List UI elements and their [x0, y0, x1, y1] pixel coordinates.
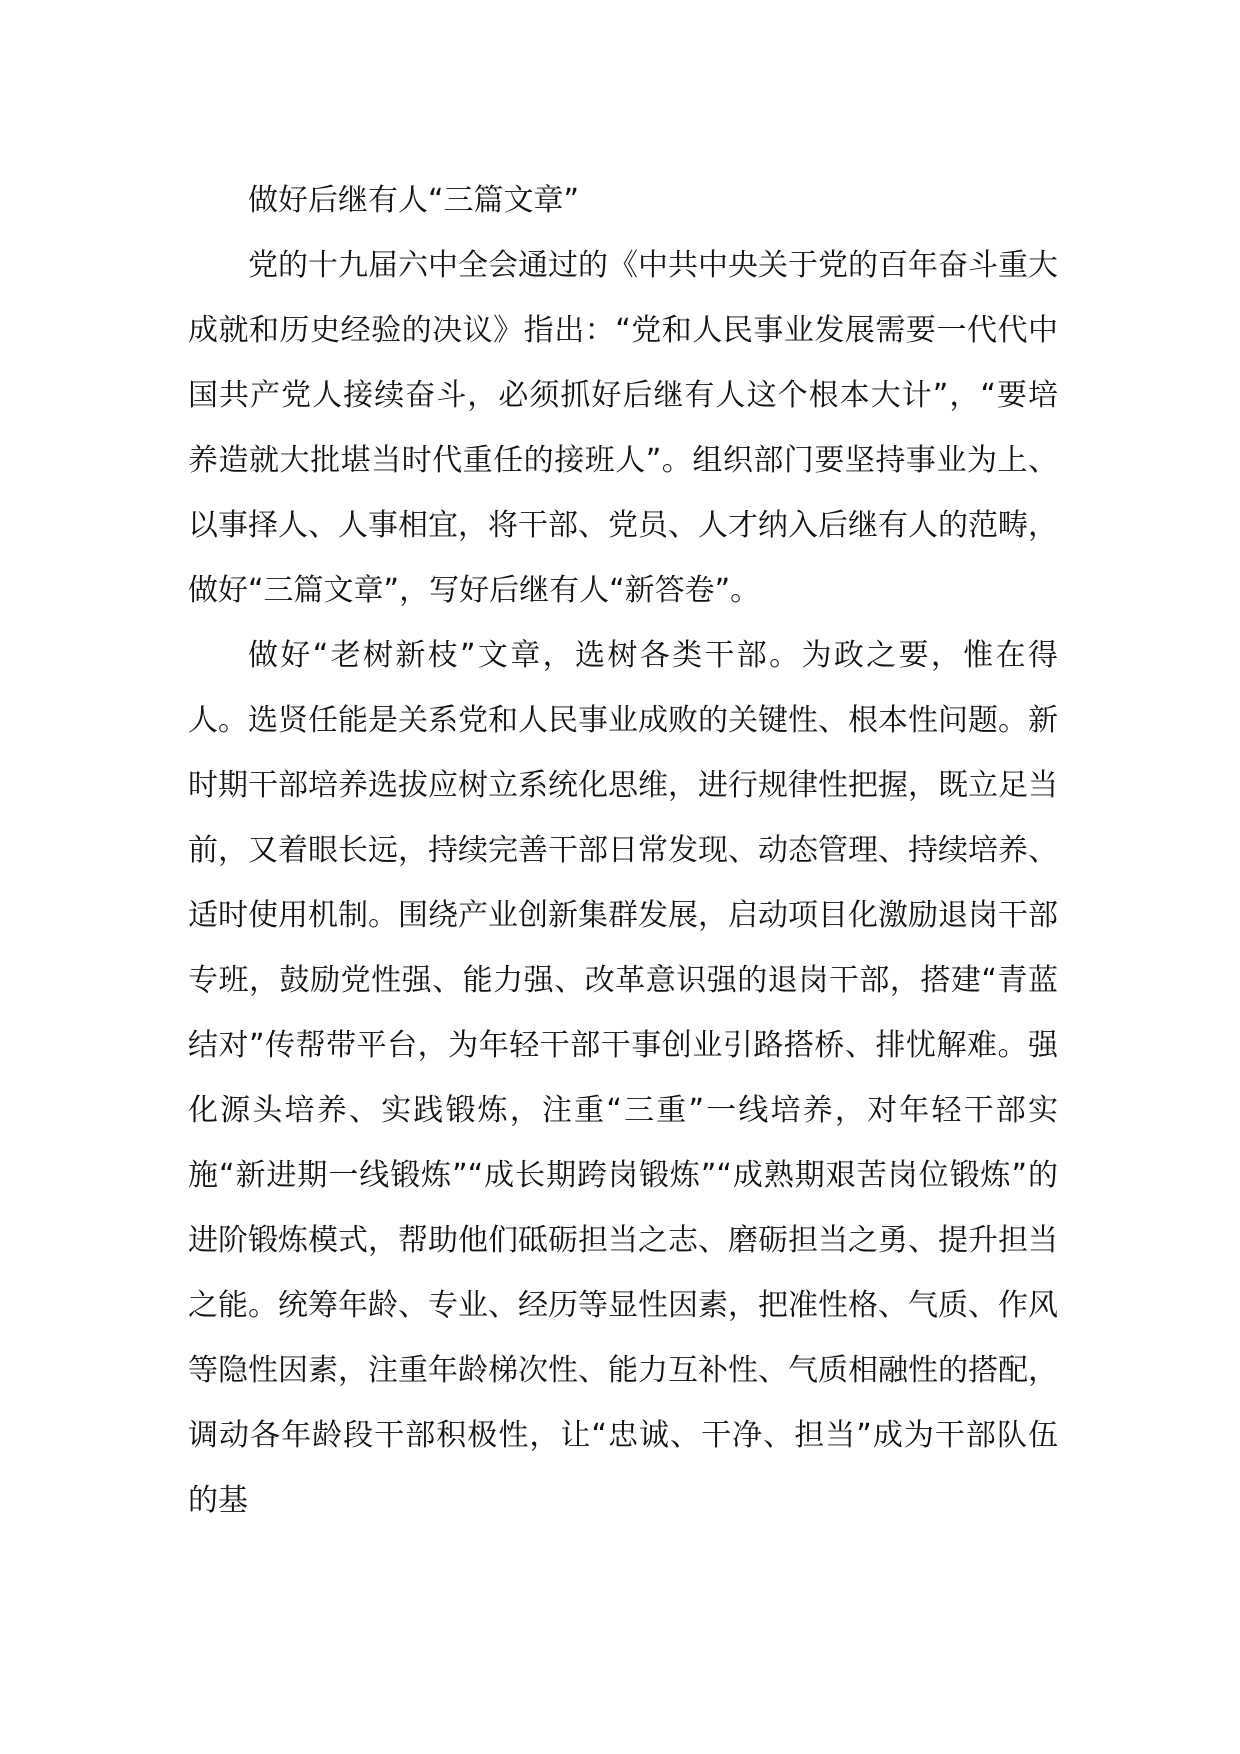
- paragraph-intro: 党的十九届六中全会通过的《中共中央关于党的百年奋斗重大成就和历史经验的决议》指出：“党和人民事业发展需要一代代中国共产党人接续奋斗，必须抓好后继有人这个根本大计”，“要培养造就大批堪当时代重任的接班人”。组织部门要坚持事业为上、以事择人、人事相宜，将干部、党员、人才纳入后继有人的范畴，做好“三篇文章”，写好后继有人“新答卷”。: [188, 248, 1058, 608]
- paragraph-old-tree-new-branch: 做好“老树新枝”文章，选树各类干部。为政之要，惟在得人。选贤任能是关系党和人民事业成败的关键性、根本性问题。新时期干部培养选拔应树立系统化思维，进行规律性把握，既立足当前，又着眼长远，持续完善干部日常发现、动态管理、持续培养、适时使用机制。围绕产业创新集群发展，启动项目化激励退岗干部专班，鼓励党性强、能力强、改革意识强的退岗干部，搭建“青蓝结对”传帮带平台，为年轻干部干事创业引路搭桥、排忧解难。强化源头培养、实践锻炼，注重“三重”一线培养，对年轻干部实施“新进期一线锻炼”“成长期跨岗锻炼”“成熟期艰苦岗位锻炼”的进阶锻炼模式，帮助他们砥砺担当之志、磨砺担当之勇、提升担当之能。统筹年龄、专业、经历等显性因素，把准性格、气质、作风等隐性因素，注重年龄梯次性、能力互补性、气质相融性的搭配，调动各年龄段干部积极性，让“忠诚、干净、担当”成为干部队伍的基: [188, 638, 1058, 1518]
- document-body: [188, 168, 1058, 1533]
- document-title: 做好后继有人“三篇文章”: [248, 183, 580, 218]
